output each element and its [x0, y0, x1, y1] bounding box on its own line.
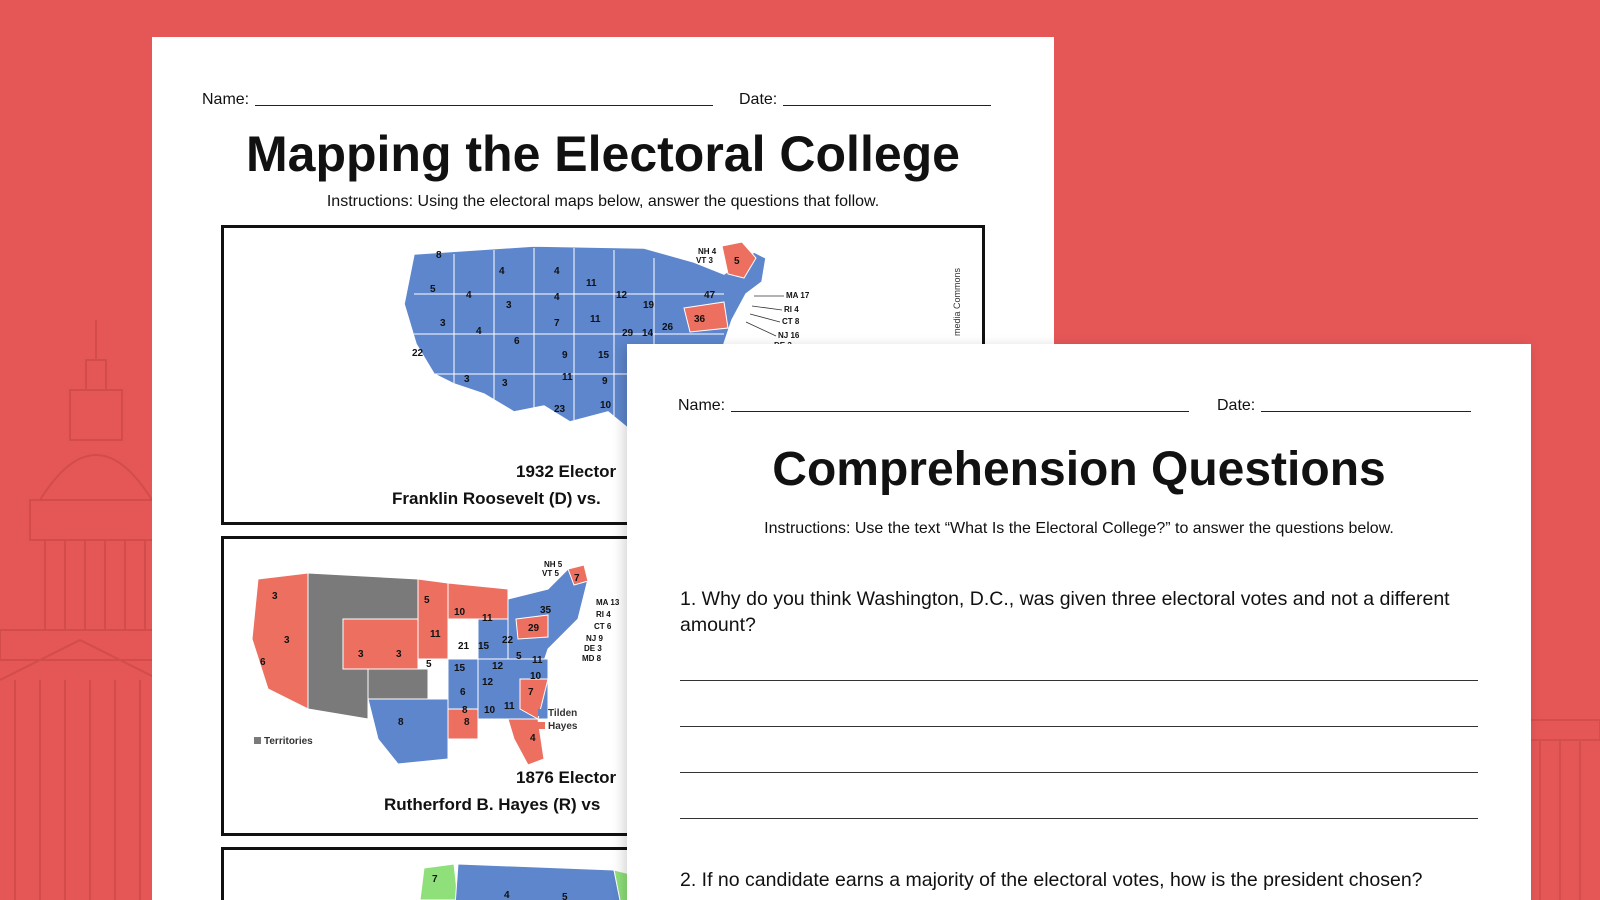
state-callout: NJ 16	[778, 331, 800, 340]
state-vote-label: 11	[590, 314, 601, 325]
state-vote-label: 3	[506, 300, 512, 311]
state-vote-label: 14	[642, 328, 654, 339]
state-vote-label: 47	[704, 290, 716, 301]
state-vote-label: 10	[454, 607, 466, 618]
state-vote-label: 4	[554, 266, 560, 277]
date-label: Date:	[1217, 397, 1256, 414]
state-vote-label: 10	[600, 400, 612, 411]
state-callout: MA 17	[786, 291, 810, 300]
state-vote-label: 22	[412, 348, 424, 359]
comprehension-worksheet	[627, 344, 1531, 900]
state-callout: NH 4	[698, 247, 717, 256]
name-line[interactable]	[731, 411, 1189, 412]
state-vote-label: 8	[462, 705, 468, 716]
state-vote-label: 3	[284, 635, 290, 646]
question-2: 2. If no candidate earns a majority of the electoral votes, how is the president chosen?	[680, 869, 1423, 891]
state-vote-label: 11	[504, 701, 515, 712]
state-vote-label: 21	[458, 641, 470, 652]
state-vote-label: 12	[482, 677, 494, 688]
answer-line[interactable]	[680, 772, 1478, 773]
state-vote-label: 15	[454, 663, 466, 674]
state-vote-label: 23	[554, 404, 566, 415]
worksheet-title: Mapping the Electoral College	[246, 126, 960, 182]
map-caption-candidates: Rutherford B. Hayes (R) vs	[384, 795, 601, 814]
state-vote-label: 5	[562, 892, 568, 900]
state-callout: NJ 9	[586, 634, 603, 643]
answer-line[interactable]	[680, 680, 1478, 681]
state-vote-label: 5	[734, 256, 740, 267]
map-caption-candidates: Franklin Roosevelt (D) vs.	[392, 489, 601, 508]
map-caption-title: 1932 Elector	[516, 462, 617, 481]
worksheet-instructions: Instructions: Use the text “What Is the Electoral College?” to answer the questions below.	[764, 520, 1394, 537]
state-vote-label: 26	[662, 322, 674, 333]
state-vote-label: 5	[430, 284, 436, 295]
name-field[interactable]	[678, 397, 1189, 415]
state-vote-label: 4	[499, 266, 505, 277]
state-vote-label: 6	[460, 687, 466, 698]
state-vote-label: 7	[432, 874, 438, 885]
state-callout: VT 5	[542, 569, 559, 578]
state-callout: CT 6	[594, 622, 612, 631]
state-callout: RI 4	[784, 305, 799, 314]
state-vote-label: 8	[464, 717, 470, 728]
us-map-1876	[248, 559, 628, 769]
state-vote-label: 8	[436, 250, 442, 261]
image-credit: media Commons	[952, 267, 962, 336]
state-vote-label: 12	[616, 290, 628, 301]
state-vote-label: 11	[430, 629, 441, 640]
worksheet-title: Comprehension Questions	[772, 443, 1386, 496]
state-vote-label: 3	[272, 591, 278, 602]
state-vote-label: 19	[643, 300, 655, 311]
state-callout: NH 5	[544, 560, 563, 569]
state-vote-label: 36	[694, 314, 706, 325]
state-vote-label: 7	[574, 573, 580, 584]
capitol-building-illustration	[0, 300, 160, 900]
state-callout: MA 13	[596, 598, 620, 607]
state-vote-label: 7	[554, 318, 560, 329]
state-vote-label: 11	[482, 613, 493, 624]
legend-territories-label: Territories	[264, 736, 313, 747]
worksheet-instructions: Instructions: Using the electoral maps below, answer the questions that follow.	[326, 193, 880, 210]
name-field[interactable]	[202, 91, 713, 109]
date-label: Date:	[739, 91, 778, 108]
state-vote-label: 5	[424, 595, 430, 606]
state-vote-label: 6	[514, 336, 520, 347]
answer-line[interactable]	[680, 818, 1478, 819]
state-vote-label: 4	[476, 326, 482, 337]
state-callout: RI 4	[596, 610, 611, 619]
name-label: Name:	[202, 91, 250, 108]
state-vote-label: 3	[396, 649, 402, 660]
date-line[interactable]	[783, 105, 991, 106]
state-vote-label: 4	[530, 733, 536, 744]
legend-rep-label: Hayes	[548, 721, 578, 732]
question-1: 1. Why do you think Washington, D.C., was given three electoral votes and not a different amount?	[680, 588, 1450, 636]
state-vote-label: 3	[358, 649, 364, 660]
state-vote-label: 22	[502, 635, 514, 646]
date-field[interactable]	[1217, 397, 1471, 415]
state-vote-label: 35	[540, 605, 552, 616]
state-vote-label: 5	[426, 659, 432, 670]
state-vote-label: 11	[532, 655, 543, 666]
name-label: Name:	[678, 397, 726, 414]
state-vote-label: 11	[562, 372, 573, 383]
state-vote-label: 29	[528, 623, 540, 634]
name-line[interactable]	[255, 105, 713, 106]
state-callout: VT 3	[696, 256, 713, 265]
state-vote-label: 4	[504, 890, 510, 900]
state-vote-label: 4	[554, 292, 560, 303]
state-vote-label: 7	[528, 687, 534, 698]
state-vote-label: 8	[398, 717, 404, 728]
state-vote-label: 6	[260, 657, 266, 668]
legend-dem-label: Tilden	[548, 708, 578, 719]
state-vote-label: 12	[492, 661, 504, 672]
state-vote-label: 11	[586, 278, 597, 289]
state-vote-label: 9	[562, 350, 568, 361]
state-vote-label: 5	[516, 651, 522, 662]
state-vote-label: 10	[530, 671, 542, 682]
state-vote-label: 3	[440, 318, 446, 329]
state-vote-label: 3	[464, 374, 470, 385]
state-callout: DE 3	[584, 644, 602, 653]
state-vote-label: 4	[466, 290, 472, 301]
state-callout: CT 8	[782, 317, 800, 326]
state-callout: MD 8	[582, 654, 602, 663]
answer-line[interactable]	[680, 726, 1478, 727]
map-caption-title: 1876 Elector	[516, 768, 617, 787]
state-vote-label: 10	[484, 705, 496, 716]
date-field[interactable]	[739, 91, 991, 109]
state-vote-label: 15	[598, 350, 610, 361]
state-vote-label: 29	[622, 328, 634, 339]
date-line[interactable]	[1261, 411, 1471, 412]
state-vote-label: 9	[602, 376, 608, 387]
state-vote-label: 15	[478, 641, 490, 652]
state-vote-label: 3	[502, 378, 508, 389]
